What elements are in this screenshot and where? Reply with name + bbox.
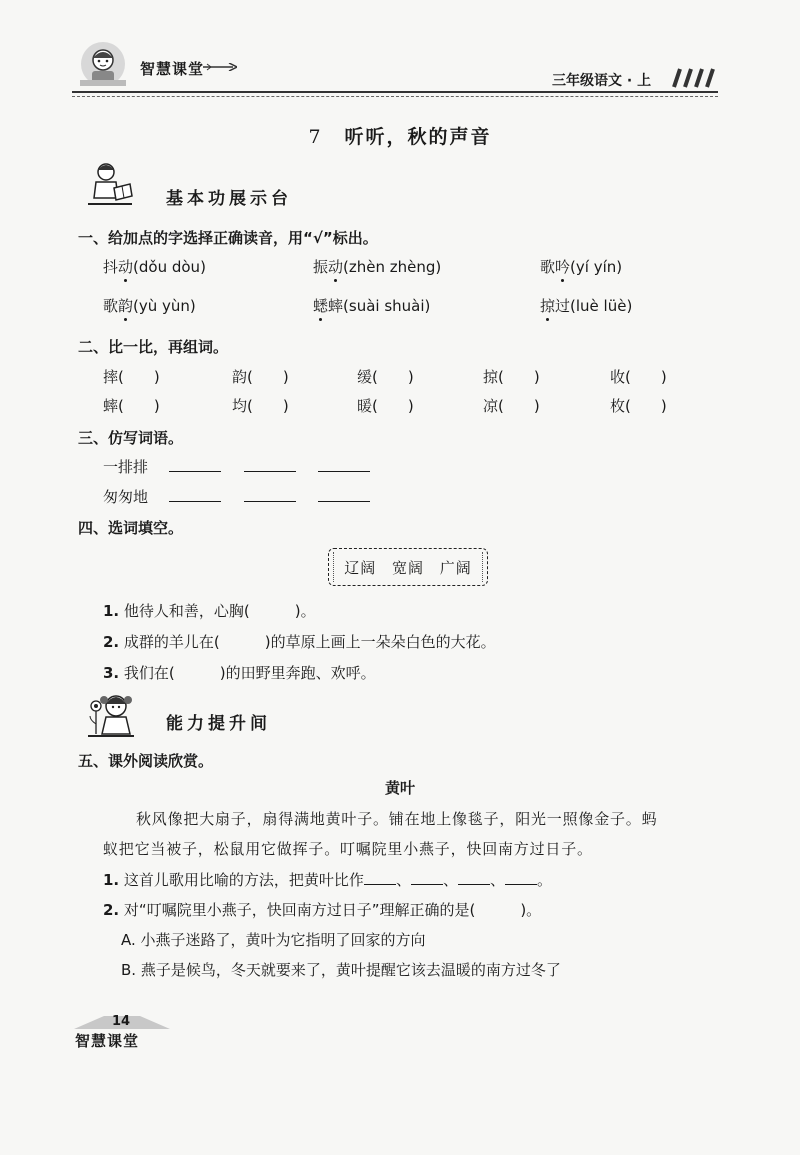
option-a: A. 小燕子迷路了，黄叶为它指明了回家的方向	[121, 931, 426, 949]
footer-brand: 智慧课堂	[75, 1032, 140, 1050]
compare-word: 缓( )	[357, 368, 414, 386]
slashes-decoration-icon	[668, 68, 718, 88]
poem-line: 秋风像把大扇子，扇得满地黄叶子。铺在地上像毯子，阳光一照像金子。蚂	[136, 810, 658, 828]
pinyin-item: 歌韵(yù yùn)	[103, 297, 196, 315]
arrow-decoration-icon	[203, 63, 237, 71]
question-3-heading: 三、仿写词语。	[78, 429, 184, 447]
poem-title: 黄叶	[384, 779, 415, 797]
compare-word: 收( )	[610, 368, 667, 386]
question-1-heading: 一、给加点的字选择正确读音，用“√”标出。	[78, 229, 378, 247]
poem-line: 蚁把它当被子，松鼠用它做挥子。叮嘱院里小燕子，快回南方过日子。	[103, 840, 593, 858]
answer-blank[interactable]	[244, 487, 296, 502]
fill-sentence: 1. 他待人和善，心胸( )。	[103, 602, 316, 620]
question-2-heading: 二、比一比，再组词。	[78, 338, 229, 356]
imitate-word: 匆匆地	[103, 488, 149, 506]
section-title-basic: 基本功展示台	[166, 189, 292, 209]
imitate-word: 一排排	[103, 458, 149, 476]
compare-word: 枚( )	[610, 397, 667, 415]
pinyin-item: 掠过(luè lüè)	[540, 297, 633, 315]
header-rule	[72, 91, 718, 93]
fill-sentence: 3. 我们在( )的田野里奔跑、欢呼。	[103, 664, 376, 682]
answer-blank[interactable]	[364, 870, 396, 885]
question-4-heading: 四、选词填空。	[78, 519, 184, 537]
option-b: B. 燕子是候鸟，冬天就要来了，黄叶提醒它该去温暖的南方过冬了	[121, 961, 561, 979]
reading-boy-icon	[84, 160, 136, 212]
compare-word: 摔( )	[103, 368, 160, 386]
page-number: 14	[112, 1014, 131, 1029]
imitate-row	[103, 486, 370, 507]
word-choice-box	[328, 548, 488, 586]
brand-label: 智慧课堂	[140, 60, 205, 78]
compare-word: 凉( )	[483, 397, 540, 415]
compare-word: 蟀( )	[103, 397, 160, 415]
answer-blank[interactable]	[244, 457, 296, 472]
girl-with-flower-icon	[84, 690, 138, 740]
pinyin-item: 蟋蟀(suài shuài)	[313, 297, 431, 315]
fill-sentence: 2. 成群的羊儿在( )的草原上画上一朵朵白色的大花。	[103, 633, 496, 651]
pinyin-item: 抖动(dǒu dòu)	[103, 258, 206, 276]
mascot-logo-icon	[72, 40, 134, 92]
answer-blank[interactable]	[169, 457, 221, 472]
word-choices: 辽阔 宽阔 广阔	[344, 558, 472, 577]
answer-blank[interactable]	[458, 870, 490, 885]
section-title-advanced: 能力提升间	[166, 714, 271, 734]
answer-blank[interactable]	[169, 487, 221, 502]
pinyin-item: 歌吟(yí yín)	[540, 258, 623, 276]
compare-word: 掠( )	[483, 368, 540, 386]
answer-blank[interactable]	[411, 870, 443, 885]
reading-question-1: 1. 这首儿歌用比喻的方法，把黄叶比作 、 、 、 。	[103, 871, 552, 889]
lesson-title-text: 听听，秋的声音	[344, 126, 492, 148]
pinyin-item: 振动(zhèn zhèng)	[313, 258, 442, 276]
lesson-number: 7	[308, 126, 323, 148]
grade-label: 三年级语文 · 上	[552, 73, 652, 89]
question-5-heading: 五、课外阅读欣赏。	[78, 752, 214, 770]
lesson-title	[0, 122, 800, 149]
compare-word: 韵( )	[232, 368, 289, 386]
compare-word: 暖( )	[357, 397, 414, 415]
header-rule-dashed	[72, 96, 718, 97]
answer-blank[interactable]	[505, 870, 537, 885]
answer-blank[interactable]	[318, 457, 370, 472]
reading-question-2: 2. 对“叮嘱院里小燕子，快回南方过日子”理解正确的是( )。	[103, 901, 542, 919]
imitate-row	[103, 456, 370, 477]
compare-word: 均( )	[232, 397, 289, 415]
answer-blank[interactable]	[318, 487, 370, 502]
